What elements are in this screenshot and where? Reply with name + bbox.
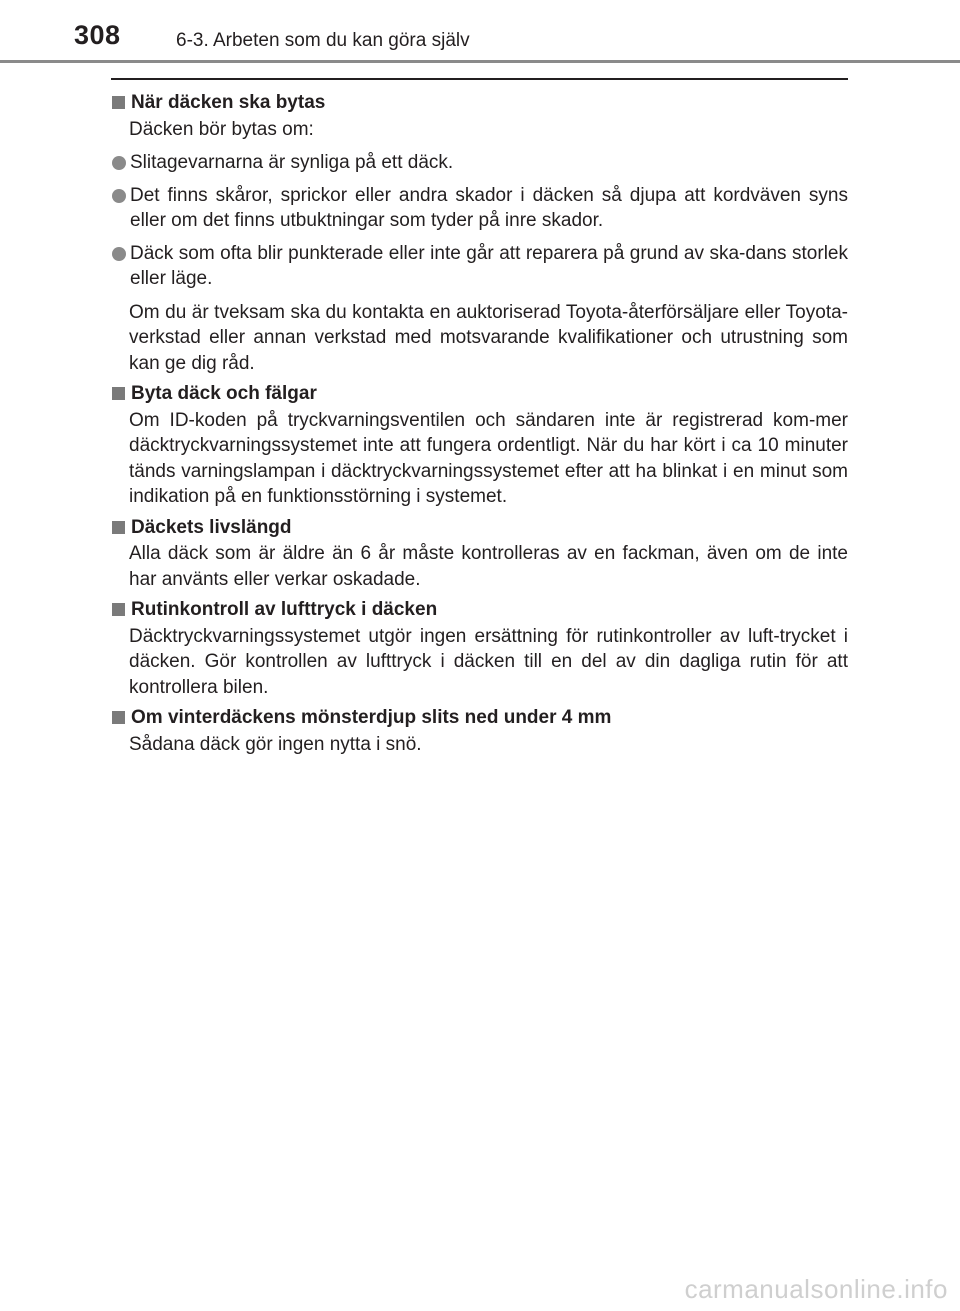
heading-text: Däckets livslängd	[131, 516, 292, 538]
round-bullet-icon	[112, 189, 126, 203]
section-body: Alla däck som är äldre än 6 år måste kontrolleras av en fackman, även om de inte har använts eller verkar oskadade.	[129, 543, 848, 590]
section-heading	[112, 515, 848, 541]
list-item-text: Det finns skåror, sprickor eller andra skador i däcken så djupa att kordväven syns eller om det finns utbuktningar som tyder på inre skador.	[130, 184, 848, 231]
section-tire-lifespan	[111, 515, 848, 593]
list-item	[111, 183, 848, 234]
list-item	[111, 150, 848, 176]
section-heading	[112, 381, 848, 407]
heading-text: När däcken ska bytas	[131, 92, 326, 113]
section-when-to-replace	[111, 90, 848, 376]
page-header	[0, 0, 960, 62]
watermark: carmanualsonline.info	[684, 1274, 948, 1304]
heading-text: Rutinkontroll av lufttryck i däcken	[131, 599, 438, 620]
section-body: Däcktryckvarningssystemet utgör ingen ersättning för rutinkontroller av luft-trycket i däcken. Gör kontrollen av lufttryck i däcken till en del av din dagliga rutin för att kontrollera bilen.	[129, 625, 848, 698]
list-item	[111, 241, 848, 292]
square-bullet-icon	[112, 521, 125, 534]
section-outro: Om du är tveksam ska du kontakta en auktoriserad Toyota-återförsäljare eller Toyota-verkstad eller annan verkstad med motsvarande kvalifikationer och utrustning som kan ge dig råd.	[129, 301, 848, 374]
square-bullet-icon	[112, 96, 125, 109]
bullet-list	[111, 150, 848, 292]
square-bullet-icon	[112, 603, 125, 616]
content-divider	[111, 78, 848, 80]
square-bullet-icon	[112, 711, 125, 724]
list-item-text: Däck som ofta blir punkterade eller inte går att reparera på grund av ska-dans storlek eller läge.	[130, 242, 848, 289]
section-body: Sådana däck gör ingen nytta i snö.	[129, 733, 422, 755]
section-changing-tires-wheels	[111, 381, 848, 510]
heading-text: Byta däck och fälgar	[131, 383, 317, 404]
round-bullet-icon	[112, 247, 126, 261]
section-intro: Däcken bör bytas om:	[129, 118, 314, 140]
section-title: 6-3. Arbeten som du kan göra själv	[176, 30, 470, 51]
section-winter-tire-tread	[111, 705, 848, 757]
heading-text: Om vinterdäckens mönsterdjup slits ned under 4 mm	[131, 707, 612, 728]
section-routine-pressure-check	[111, 597, 848, 700]
page-number: 308	[74, 20, 121, 50]
list-item-text: Slitagevarnarna är synliga på ett däck.	[130, 152, 454, 173]
square-bullet-icon	[112, 387, 125, 400]
round-bullet-icon	[112, 156, 126, 170]
section-heading	[112, 597, 848, 623]
section-body: Om ID-koden på tryckvarningsventilen och sändaren inte är registrerad kom-mer däcktryckvarningssystemet inte att fungera ordentligt. När du har kört i ca 10 minuter tänds varningslampan i däcktryckvarningssystemet efter att ha blinkat i en minut som indikation på en funktionsstörning i systemet.	[129, 409, 848, 507]
section-heading	[112, 90, 848, 116]
section-heading	[112, 705, 848, 731]
page-content	[111, 90, 848, 762]
header-divider	[0, 60, 960, 63]
